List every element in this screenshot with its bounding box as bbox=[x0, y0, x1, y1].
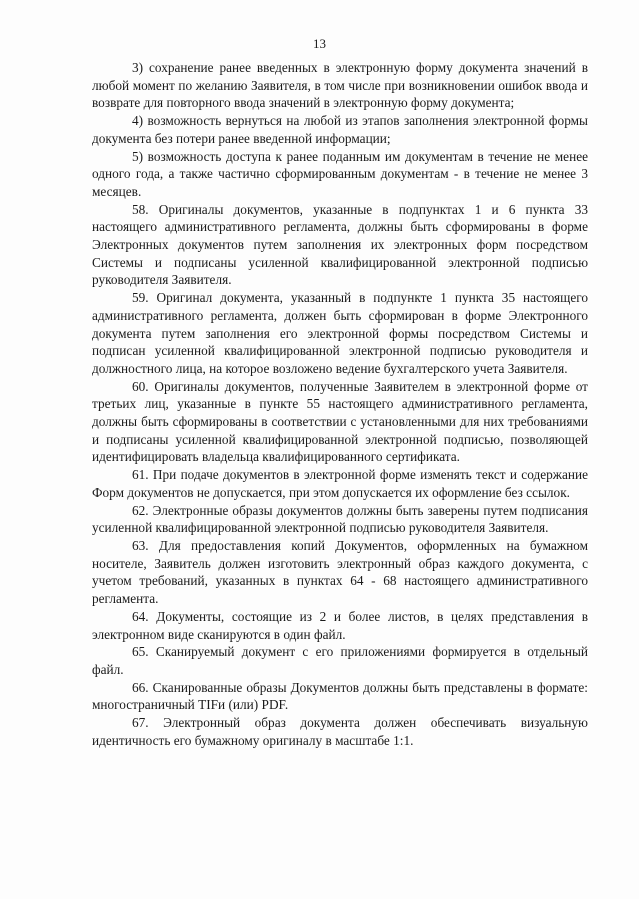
paragraph-item-5: 5) возможность доступа к ранее поданным им документам в течение не менее одного года, а также частично сформированным документам - в течение не менее 3 месяцев. bbox=[92, 148, 588, 199]
paragraph-59: 59. Оригинал документа, указанный в подпункте 1 пункта 35 настоящего административного регламента, должен быть сформирован в форме Электронного документа путем заполнения его электронной формы посредством Системы и подписан усиленной квалифицированной электронной подписью руководителя и должностного лица, на которое возложено ведение бухгалтерского учета Заявителя. bbox=[92, 290, 588, 376]
paragraph-63: 63. Для предоставления копий Документов, оформленных на бумажном носителе, Заявитель должен изготовить электронный образ каждого документа, с учетом требований, указанных в пунктах 64 - 68 настоящего административного регламента. bbox=[92, 537, 588, 607]
paragraph-62: 62. Электронные образы документов должны быть заверены путем подписания усиленной квалифицированной электронной подписью руководителя Заявителя. bbox=[92, 502, 588, 536]
paragraph-61: 61. При подаче документов в электронной форме изменять текст и содержание Форм документов не допускается, при этом допускается их оформление без ссылок. bbox=[92, 467, 588, 500]
paragraph-item-4: 4) возможность вернуться на любой из этапов заполнения электронной формы документа без потери ранее введенной информации; bbox=[92, 113, 588, 146]
paragraph-60: 60. Оригиналы документов, полученные Заявителем в электронной форме от третьих лиц, указанные в пункте 55 настоящего административного регламента, должны быть сформированы в соответствии с установленными для них требованиями и подписаны усиленной квалифицированной электронной подписью, позволяющей идентифицировать владельца квалифицированного сертификата. bbox=[92, 378, 588, 465]
paragraph-66: 66. Сканированные образы Документов должны быть представлены в формате: многостраничный TIFи (или) PDF. bbox=[92, 679, 588, 713]
paragraph-item-3: 3) сохранение ранее введенных в электронную форму документа значений в любой момент по желанию Заявителя, в том числе при возникновении ошибок ввода и возврате для повторного ввода значений в электронную форму документа; bbox=[92, 60, 588, 111]
document-body bbox=[92, 59, 588, 749]
paragraph-67: 67. Электронный образ документа должен обеспечивать визуальную идентичность его бумажному оригиналу в масштабе 1:1. bbox=[92, 715, 588, 748]
paragraph-64: 64. Документы, состоящие из 2 и более листов, в целях представления в электронном виде сканируются в один файл. bbox=[92, 608, 588, 642]
paragraph-65: 65. Сканируемый документ с его приложениями формируется в отдельный файл. bbox=[92, 644, 588, 677]
page-number: 13 bbox=[313, 36, 326, 51]
paragraph-58: 58. Оригиналы документов, указанные в подпунктах 1 и 6 пункта 33 настоящего административного регламента, должны быть сформированы в форме Электронных документов путем заполнения их электронных форм посредством Системы и подписаны усиленной квалифицированной электронной подписью руководителя Заявителя. bbox=[92, 201, 588, 288]
